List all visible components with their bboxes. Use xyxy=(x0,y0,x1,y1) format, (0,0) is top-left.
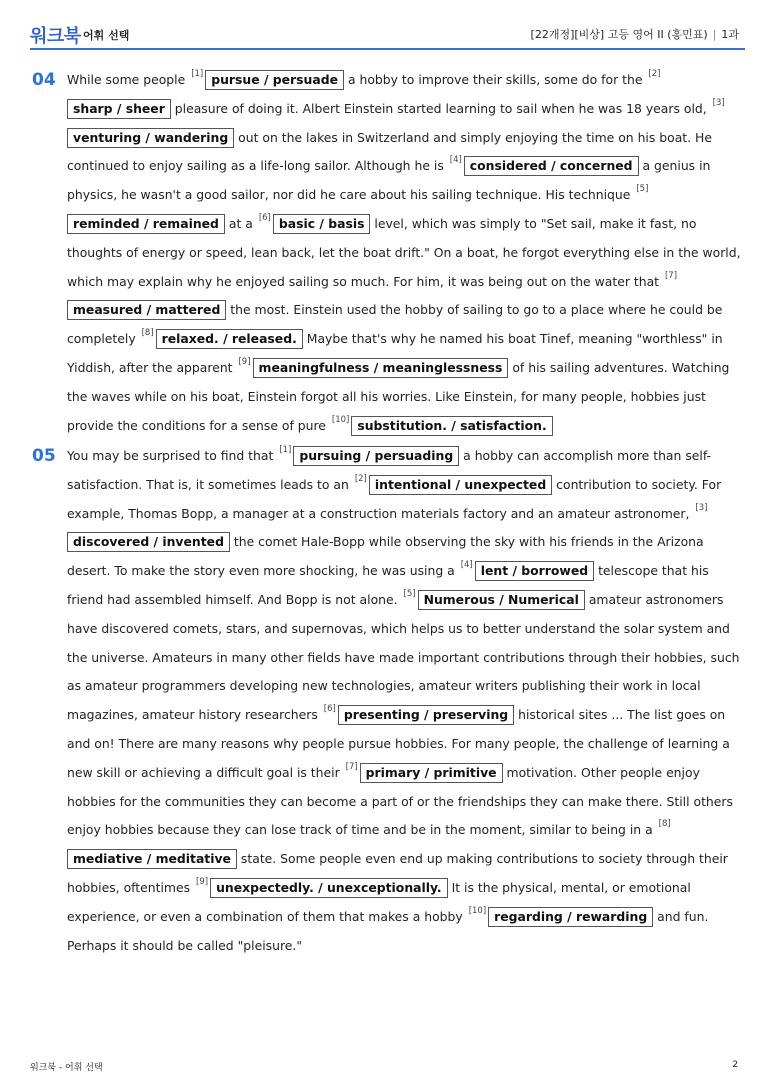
blank-number: [2] xyxy=(354,473,367,484)
choice-box[interactable]: primary / primitive xyxy=(360,763,503,783)
choice-box[interactable]: presenting / preserving xyxy=(338,705,514,725)
choice-box[interactable]: meaningfulness / meaninglessness xyxy=(253,358,509,378)
blank-number: [4] xyxy=(449,155,462,166)
blank-number: [3] xyxy=(712,97,725,108)
passage-text: Maybe that's why he named his boat Tinef, meaning "worthless" in Yiddish, after the apparent xyxy=(67,331,723,375)
passage-text: state. Some people even end up making contributions to society through their hobbies, oftentimes xyxy=(67,851,728,895)
blank-number: [3] xyxy=(695,502,708,513)
question-passage xyxy=(67,66,742,440)
passage-text: pleasure of doing it. Albert Einstein started learning to sail when he was 18 years old, xyxy=(174,100,707,116)
blank-number: [8] xyxy=(658,819,671,830)
passage-text: While some people xyxy=(67,72,186,87)
choice-box[interactable]: unexpectedly. / unexceptionally. xyxy=(210,878,448,898)
blank-number: [1] xyxy=(191,69,204,79)
choice-box[interactable]: pursuing / persuading xyxy=(293,446,459,466)
choice-box[interactable]: venturing / wandering xyxy=(67,128,234,148)
passage-text: It is the physical, mental, or emotional experience, or even a combination of them that makes a hobby xyxy=(67,879,691,924)
question-05 xyxy=(32,442,742,960)
blank-number: [9] xyxy=(238,356,251,367)
choice-box[interactable]: basic / basis xyxy=(273,214,371,234)
blank-number: [9] xyxy=(196,876,209,887)
choice-box[interactable]: mediative / meditative xyxy=(67,849,237,869)
blank-number: [7] xyxy=(664,270,678,281)
question-number: 05 xyxy=(32,446,56,466)
course-info: [22개정][비상] 고등 영어 II (홍민표) | 1과 xyxy=(530,28,739,41)
passage-text: out on the lakes in Switzerland and simply enjoying the time on his boat. He continued to enjoy sailing as a life-long sailor. Although he is xyxy=(67,129,712,174)
passage-text: a hobby to improve their skills, some do for the xyxy=(347,72,643,87)
blank-number: [7] xyxy=(345,761,358,772)
passage-text: at a xyxy=(228,215,253,231)
blank-number: [6] xyxy=(258,212,271,223)
footer-label: 워크북 - 어휘 선택 xyxy=(30,1063,103,1073)
blank-number: [6] xyxy=(323,704,336,715)
passage-text: the most. Einstein used the hobby of sailing to go to a place where he could be completely xyxy=(67,302,723,347)
blank-number: [10] xyxy=(468,905,487,916)
blank-number: [1] xyxy=(279,445,292,455)
passage-text: historical sites ... The list goes on and on! There are many reasons why people pursue hobbies. For many people, the challenge of learning a new skill or achieving a difficult goal is their xyxy=(67,707,730,780)
passage-text: the comet Hale-Bopp while observing the sky with his friends in the Arizona desert. To make the story even more shocking, he was using a xyxy=(67,534,704,579)
course-title: [22개정][비상] 고등 영어 II (홍민표) xyxy=(530,28,708,41)
question-number: 04 xyxy=(32,70,56,90)
question-04 xyxy=(32,66,742,440)
blank-number: [10] xyxy=(331,414,350,425)
passage-text: contribution to society. For example, Thomas Bopp, a manager at a construction materials factory and an amateur astronomer, xyxy=(67,476,722,521)
blank-number: [8] xyxy=(141,328,154,339)
choice-box[interactable]: considered / concerned xyxy=(464,156,639,176)
brand-title: 워크북 xyxy=(30,26,81,47)
choice-box[interactable]: reminded / remained xyxy=(67,214,225,234)
blank-number: [5] xyxy=(636,184,649,195)
passage-text: and fun. Perhaps it should be called "pleisure." xyxy=(67,908,709,953)
blank-number: [5] xyxy=(403,588,416,599)
choice-box[interactable]: intentional / unexpected xyxy=(369,475,552,495)
lesson-label: 1과 xyxy=(721,28,739,41)
brand-subtitle: 어휘 선택 xyxy=(83,29,130,42)
choice-box[interactable]: measured / mattered xyxy=(67,300,226,320)
passage-text: a genius in physics, he wasn't a good sailor, nor did he care about his sailing technique. His technique xyxy=(67,158,711,203)
choice-box[interactable]: sharp / sheer xyxy=(67,99,171,119)
choice-box[interactable]: regarding / rewarding xyxy=(488,907,653,927)
passage-text: motivation. Other people enjoy hobbies for the communities they can become a part of or the friendships they can make there. Still others enjoy hobbies because they can lose track of time and be in the moment, similar to being in a xyxy=(67,764,733,838)
choice-box[interactable]: relaxed. / released. xyxy=(156,329,303,349)
page-header xyxy=(30,20,745,50)
choice-box[interactable]: lent / borrowed xyxy=(475,561,594,581)
passage-text: a hobby can accomplish more than self-satisfaction. That is, it sometimes leads to an xyxy=(67,448,711,492)
choice-box[interactable]: Numerous / Numerical xyxy=(418,590,585,610)
passage-text: You may be surprised to find that xyxy=(67,448,274,463)
page-number: 2 xyxy=(732,1060,738,1070)
passage-text: telescope that his friend had assembled himself. And Bopp is not alone. xyxy=(67,563,709,607)
passage-text: amateur astronomers have discovered comets, stars, and supernovas, which helps us to better understand the solar system and the universe. Amateurs in many other fields have made important contributions through their hobbies, such as amateur programmers developing new technologies, amateur writers publishing their work in local magazines, amateur history researchers xyxy=(67,591,740,723)
choice-box[interactable]: discovered / invented xyxy=(67,532,230,552)
choice-box[interactable]: substitution. / satisfaction. xyxy=(351,416,552,436)
blank-number: [2] xyxy=(648,69,661,79)
blank-number: [4] xyxy=(460,560,473,571)
passage-text: of his sailing adventures. Watching the waves while on his boat, Einstein forgot all his worries. Like Einstein, for many people, hobbies just provide the conditions for a sense of pure xyxy=(67,359,730,433)
question-passage xyxy=(67,442,742,960)
choice-box[interactable]: pursue / persuade xyxy=(205,70,344,90)
passage-text: level, which was simply to "Set sail, make it fast, no thoughts of energy or speed, lean back, let the boat drift." On a boat, he forgot everything else in the world, which may explain why he enjoyed sailing so much. For him, it was being out on the water that xyxy=(67,215,741,289)
